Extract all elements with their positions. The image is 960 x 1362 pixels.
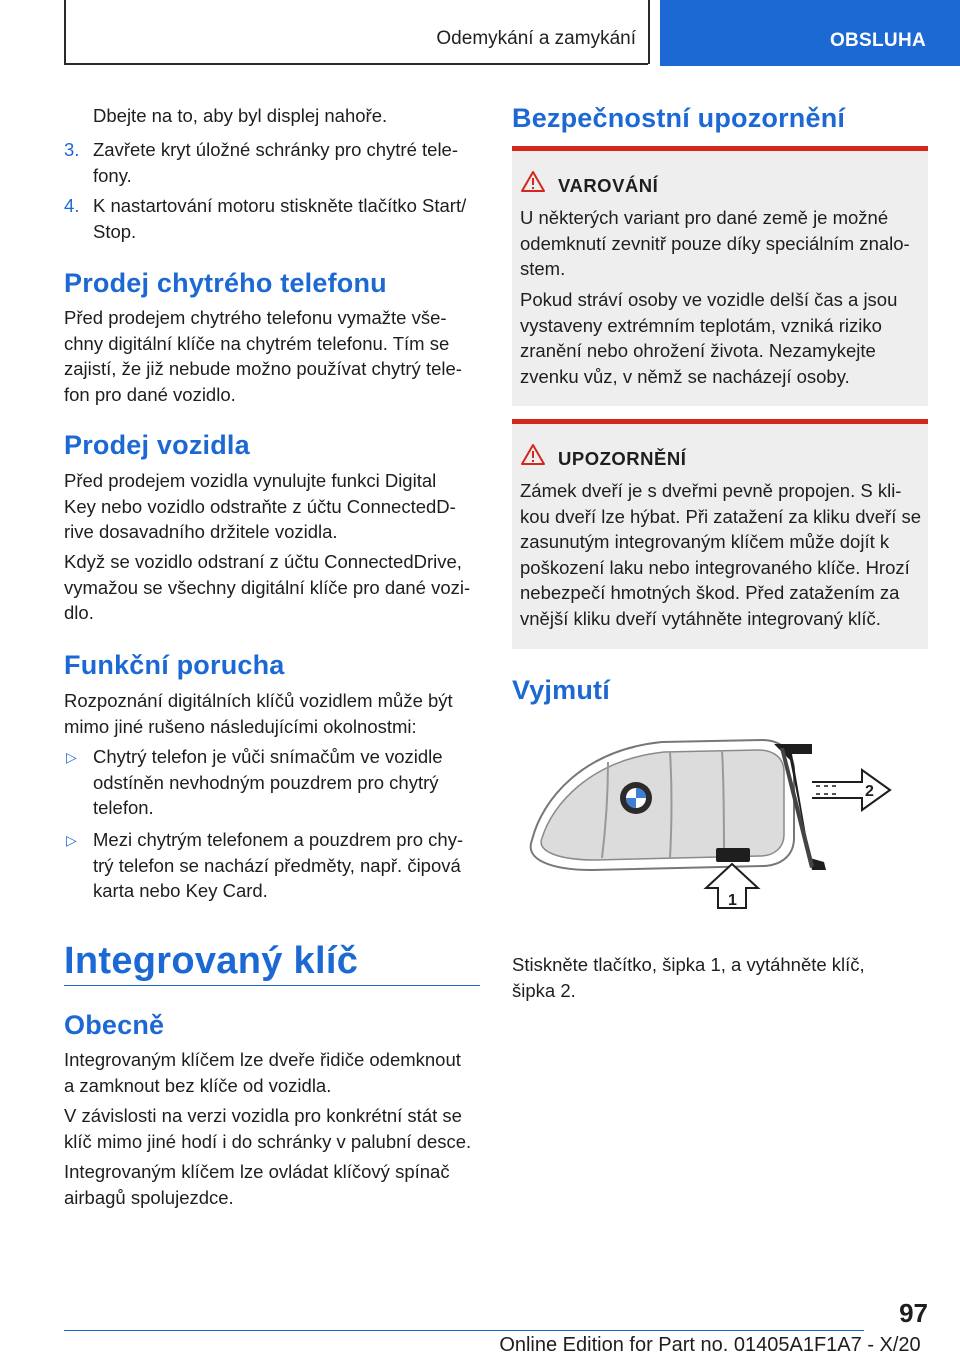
vehicle-sale-text-2: Když se vozidlo odstraní z účtu ConnectedDrive, vymažou se všechny digitální klíče pro dané vozi- dlo. [64, 551, 471, 623]
figure-label-2: 2 [865, 783, 874, 800]
heading-removal: Vyjmutí [512, 675, 610, 705]
footer-rule [64, 1330, 864, 1331]
header-bottom-rule [64, 63, 648, 65]
page-number: 97 [899, 1298, 928, 1328]
step-4-number: 4. [64, 195, 80, 216]
general-text-1: Integrovaným klíčem lze dveře řidiče odemknout a zamknout bez klíče od vozidla. [64, 1049, 461, 1096]
heading-phone-sale: Prodej chytrého telefonu [64, 268, 387, 298]
heading-malfunction: Funkční porucha [64, 650, 285, 680]
list-item: Mezi chytrým telefonem a pouzdrem pro chy- trý telefon se nachází předměty, např. čipová karta nebo Key Card. [93, 829, 464, 901]
phone-sale-text: Před prodejem chytrého telefonu vymažte vše- chny digitální klíče na chytrém telefonu. Tím se zajistí, že již nebude možno používat chytrý tele- fon pro dané vozidlo. [64, 307, 462, 405]
caution-text: Zámek dveří je s dveřmi pevně propojen. S kli- kou dveří lze hýbat. Při zatažení za kliku dveří se zasunutým integrovaným klíčem může dojít k poškození laku nebo integrovaného klíče. Hrozí nebezpečí hmotných škod. Před zatažením za vnější kliku dveří vytáhněte integrovaný klíč. [520, 480, 922, 629]
vehicle-sale-text-1: Před prodejem vozidla vynulujte funkci Digital Key nebo vozidlo odstraňte z účtu ConnectedD- rive dosavadního držitele vozidla. [64, 470, 456, 542]
general-text-2: V závislosti na verzi vozidla pro konkrétní stát se klíč mimo jiné hodí i do schránky v palubní desce. [64, 1105, 472, 1152]
bullet-arrow-icon: ▷ [66, 749, 77, 765]
warning-text-1: U některých variant pro dané země je možné odemknutí zevnitř pouze díky speciálním znalo- stem. [520, 207, 910, 279]
footer-edition: Online Edition for Part no. 01405A1F1A7 - X/20 [499, 1334, 921, 1356]
general-text-3: Integrovaným klíčem lze ovládat klíčový spínač airbagů spolujezdce. [64, 1161, 450, 1208]
section-tab-label: OBSLUHA [829, 30, 926, 51]
heading-integrated-key: Integrovaný klíč [64, 940, 359, 982]
heading-safety-notes: Bezpečnostní upozornění [512, 103, 846, 133]
warning-triangle-icon [520, 170, 546, 193]
heading-vehicle-sale: Prodej vozidla [64, 430, 250, 460]
malfunction-text: Rozpoznání digitálních klíčů vozidlem může být mimo jiné rušeno následujícími okolnostmi: [64, 690, 453, 737]
section-rule [64, 985, 480, 986]
step-4-text: K nastartování motoru stiskněte tlačítko Start/ Stop. [93, 195, 467, 242]
figure-label-1: 1 [728, 892, 737, 909]
removal-text: Stiskněte tlačítko, šipka 1, a vytáhněte klíč, šipka 2. [512, 954, 865, 1001]
warning-triangle-icon [520, 443, 546, 466]
list-item: Chytrý telefon je vůči snímačům ve vozidle odstíněn nevhodným pouzdrem pro chytrý telefon. [93, 746, 443, 818]
step-3-number: 3. [64, 139, 80, 160]
heading-general: Obecně [64, 1010, 165, 1040]
step-3-text: Zavřete kryt úložné schránky pro chytré tele- fony. [93, 139, 459, 186]
bullet-arrow-icon: ▷ [66, 832, 77, 848]
step-continuation: Dbejte na to, aby byl displej nahoře. [93, 105, 388, 126]
header-right-rule [648, 0, 650, 64]
header-title: Odemykání a zamykání [436, 28, 636, 49]
caution-heading: UPOZORNĚNÍ [558, 448, 687, 469]
key-removal-figure [512, 730, 928, 920]
warning-text-2: Pokud stráví osoby ve vozidle delší čas a jsou vystaveny extrémním teplotám, vzniká riziko zranění nebo ohrožení života. Nezamykejte zvenku vůz, v němž se nacházejí osoby. [520, 289, 898, 387]
warning-heading: VAROVÁNÍ [558, 175, 659, 196]
